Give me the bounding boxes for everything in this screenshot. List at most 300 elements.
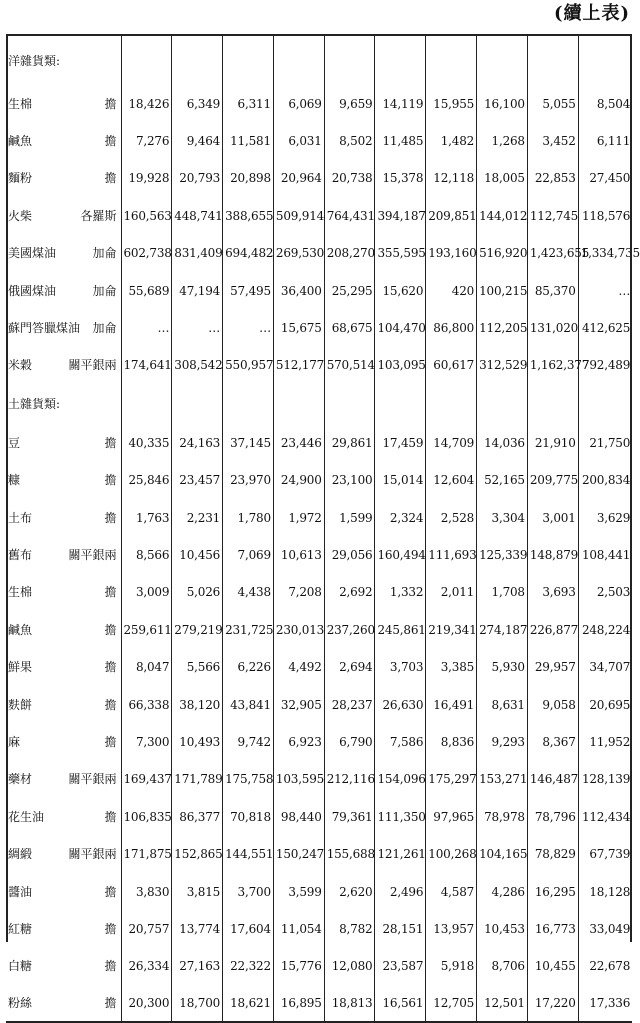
value-cell: 128,139	[578, 761, 632, 798]
commodity-name: 生棉	[8, 96, 33, 111]
value-cell: 3,703	[375, 648, 426, 685]
value-cell: 16,295	[527, 873, 578, 910]
value-cell: 12,705	[426, 985, 477, 1022]
value-cell: 15,378	[375, 160, 426, 197]
value-cell: 36,400	[273, 272, 324, 309]
value-cell: 312,529	[477, 347, 528, 384]
value-cell: 86,800	[426, 309, 477, 346]
value-cell: 32,905	[273, 686, 324, 723]
value-cell: 2,231	[172, 499, 223, 536]
value-cell: 512,177	[273, 347, 324, 384]
value-cell: …	[121, 309, 172, 346]
value-cell: 3,452	[527, 122, 578, 159]
value-cell: 231,725	[223, 611, 274, 648]
value-cell: 9,058	[527, 686, 578, 723]
unit-label: 擔	[104, 473, 117, 488]
commodity-name: 俄國煤油	[8, 283, 57, 298]
value-cell: 26,334	[121, 948, 172, 985]
value-cell: 169,437	[121, 761, 172, 798]
commodity-name: 藥材	[8, 772, 33, 787]
commodity-name: 鮮果	[8, 660, 33, 675]
value-cell: 22,322	[223, 948, 274, 985]
value-cell: 15,955	[426, 85, 477, 122]
value-cell: 3,001	[527, 499, 578, 536]
value-cell: 12,604	[426, 462, 477, 499]
commodity-cell	[6, 948, 121, 985]
value-cell: 154,096	[375, 761, 426, 798]
value-cell: 3,693	[527, 574, 578, 611]
empty-cell	[172, 35, 223, 85]
value-cell: 10,456	[172, 536, 223, 573]
value-cell: 55,689	[121, 272, 172, 309]
value-cell: 1,423,655	[527, 235, 578, 272]
value-cell: 20,793	[172, 160, 223, 197]
value-cell: 24,163	[172, 424, 223, 461]
table-row	[6, 160, 632, 197]
commodity-cell	[6, 462, 121, 499]
table-row	[6, 272, 632, 309]
value-cell: 269,530	[273, 235, 324, 272]
value-cell: 412,625	[578, 309, 632, 346]
value-cell: 16,773	[527, 910, 578, 947]
unit-label: 擔	[104, 510, 117, 525]
unit-label: 關平銀兩	[68, 847, 117, 862]
unit-label: 關平銀兩	[68, 772, 117, 787]
table-row	[6, 686, 632, 723]
commodity-name: 糠	[8, 473, 21, 488]
value-cell: 23,970	[223, 462, 274, 499]
value-cell: 6,031	[273, 122, 324, 159]
value-cell: 78,796	[527, 798, 578, 835]
value-cell: 1,780	[223, 499, 274, 536]
commodity-name: 綢緞	[8, 847, 33, 862]
value-cell: 8,047	[121, 648, 172, 685]
table-row	[6, 985, 632, 1022]
value-cell: 212,116	[324, 761, 375, 798]
commodity-name: 火柴	[8, 208, 33, 223]
value-cell: 16,895	[273, 985, 324, 1022]
value-cell: 8,502	[324, 122, 375, 159]
value-cell: 7,300	[121, 723, 172, 760]
value-cell: 12,080	[324, 948, 375, 985]
value-cell: 108,441	[578, 536, 632, 573]
value-cell: 68,675	[324, 309, 375, 346]
table-row	[6, 347, 632, 384]
section-header-row	[6, 384, 632, 424]
value-cell: 112,745	[527, 197, 578, 234]
value-cell: 150,247	[273, 835, 324, 872]
value-cell: 237,260	[324, 611, 375, 648]
value-cell: 15,776	[273, 948, 324, 985]
table-row	[6, 611, 632, 648]
commodity-name: 鹹魚	[8, 134, 33, 149]
commodity-cell	[6, 499, 121, 536]
value-cell: 4,587	[426, 873, 477, 910]
commodity-cell	[6, 910, 121, 947]
commodity-name: 土布	[8, 510, 33, 525]
value-cell: 78,829	[527, 835, 578, 872]
value-cell: 4,286	[477, 873, 528, 910]
value-cell: 22,853	[527, 160, 578, 197]
value-cell: 97,965	[426, 798, 477, 835]
value-cell: 3,304	[477, 499, 528, 536]
empty-cell	[273, 35, 324, 85]
value-cell: 2,692	[324, 574, 375, 611]
value-cell: 3,830	[121, 873, 172, 910]
value-cell: 14,119	[375, 85, 426, 122]
commodity-cell	[6, 309, 121, 346]
value-cell: 9,742	[223, 723, 274, 760]
commodity-cell	[6, 197, 121, 234]
value-cell: 14,036	[477, 424, 528, 461]
table-row	[6, 835, 632, 872]
value-cell: 9,293	[477, 723, 528, 760]
unit-label: 加侖	[92, 246, 117, 261]
empty-cell	[121, 35, 172, 85]
unit-label: 擔	[104, 622, 117, 637]
value-cell: 7,069	[223, 536, 274, 573]
value-cell: 16,491	[426, 686, 477, 723]
table-row	[6, 910, 632, 947]
value-cell: 29,957	[527, 648, 578, 685]
commodity-name: 紅糖	[8, 921, 33, 936]
value-cell: 1,482	[426, 122, 477, 159]
value-cell: …	[223, 309, 274, 346]
value-cell: 66,338	[121, 686, 172, 723]
value-cell: 20,898	[223, 160, 274, 197]
value-cell: 20,738	[324, 160, 375, 197]
value-cell: 18,813	[324, 985, 375, 1022]
value-cell: 2,528	[426, 499, 477, 536]
table-row	[6, 499, 632, 536]
table-row	[6, 873, 632, 910]
commodity-name: 豆	[8, 435, 21, 450]
value-cell: 8,504	[578, 85, 632, 122]
value-cell: 23,587	[375, 948, 426, 985]
empty-cell	[578, 35, 632, 85]
value-cell: 2,694	[324, 648, 375, 685]
value-cell: 24,900	[273, 462, 324, 499]
value-cell: 26,630	[375, 686, 426, 723]
value-cell: 8,566	[121, 536, 172, 573]
unit-label: 擔	[104, 959, 117, 974]
commodity-cell	[6, 798, 121, 835]
value-cell: 111,350	[375, 798, 426, 835]
value-cell: 7,586	[375, 723, 426, 760]
section-header-row	[6, 35, 632, 85]
unit-label: 關平銀兩	[68, 547, 117, 562]
value-cell: 144,551	[223, 835, 274, 872]
value-cell: 23,100	[324, 462, 375, 499]
value-cell: 509,914	[273, 197, 324, 234]
table-row	[6, 309, 632, 346]
value-cell: 420	[426, 272, 477, 309]
unit-label: 擔	[104, 435, 117, 450]
value-cell: 274,187	[477, 611, 528, 648]
value-cell: 11,485	[375, 122, 426, 159]
unit-label: 擔	[104, 660, 117, 675]
unit-label: 擔	[104, 134, 117, 149]
value-cell: 23,457	[172, 462, 223, 499]
unit-label: 擔	[104, 921, 117, 936]
value-cell: …	[578, 272, 632, 309]
value-cell: 230,013	[273, 611, 324, 648]
commodity-cell	[6, 723, 121, 760]
unit-label: 加侖	[92, 321, 117, 336]
value-cell: 245,861	[375, 611, 426, 648]
commodity-name: 粉絲	[8, 996, 33, 1011]
value-cell: 388,655	[223, 197, 274, 234]
value-cell: 3,700	[223, 873, 274, 910]
value-cell: 111,693	[426, 536, 477, 573]
value-cell: 10,613	[273, 536, 324, 573]
table-row	[6, 798, 632, 835]
value-cell: 8,631	[477, 686, 528, 723]
unit-label: 擔	[104, 96, 117, 111]
value-cell: 171,789	[172, 761, 223, 798]
section-title: 洋雜貨類:	[6, 35, 121, 85]
value-cell: 7,276	[121, 122, 172, 159]
value-cell: 1,162,377	[527, 347, 578, 384]
value-cell: 78,978	[477, 798, 528, 835]
value-cell: 516,920	[477, 235, 528, 272]
commodity-cell	[6, 235, 121, 272]
value-cell: 27,163	[172, 948, 223, 985]
unit-label: 擔	[104, 996, 117, 1011]
value-cell: 100,268	[426, 835, 477, 872]
unit-label: 擔	[104, 585, 117, 600]
value-cell: 6,111	[578, 122, 632, 159]
value-cell: 9,464	[172, 122, 223, 159]
value-cell: 29,861	[324, 424, 375, 461]
value-cell: 160,563	[121, 197, 172, 234]
value-cell: 11,952	[578, 723, 632, 760]
unit-label: 加侖	[92, 283, 117, 298]
table-row	[6, 424, 632, 461]
value-cell: 355,595	[375, 235, 426, 272]
value-cell: 1,332	[375, 574, 426, 611]
value-cell: 1,334,735	[578, 235, 632, 272]
value-cell: 259,611	[121, 611, 172, 648]
value-cell: 67,739	[578, 835, 632, 872]
commodity-cell	[6, 122, 121, 159]
value-cell: 3,009	[121, 574, 172, 611]
value-cell: 209,775	[527, 462, 578, 499]
empty-cell	[426, 384, 477, 424]
value-cell: 21,910	[527, 424, 578, 461]
unit-label: 擔	[104, 809, 117, 824]
empty-cell	[426, 35, 477, 85]
empty-cell	[223, 35, 274, 85]
value-cell: 148,879	[527, 536, 578, 573]
value-cell: 19,928	[121, 160, 172, 197]
value-cell: 1,972	[273, 499, 324, 536]
value-cell: 4,438	[223, 574, 274, 611]
value-cell: 602,738	[121, 235, 172, 272]
value-cell: 279,219	[172, 611, 223, 648]
commodity-cell	[6, 686, 121, 723]
value-cell: 28,151	[375, 910, 426, 947]
value-cell: 4,492	[273, 648, 324, 685]
table-row	[6, 197, 632, 234]
commodity-cell	[6, 424, 121, 461]
value-cell: 37,145	[223, 424, 274, 461]
value-cell: 47,194	[172, 272, 223, 309]
value-cell: 98,440	[273, 798, 324, 835]
table-row	[6, 85, 632, 122]
value-cell: 20,695	[578, 686, 632, 723]
value-cell: 25,295	[324, 272, 375, 309]
value-cell: 22,678	[578, 948, 632, 985]
value-cell: 6,349	[172, 85, 223, 122]
value-cell: 394,187	[375, 197, 426, 234]
unit-label: 擔	[104, 884, 117, 899]
value-cell: 155,688	[324, 835, 375, 872]
value-cell: 13,774	[172, 910, 223, 947]
value-cell: 219,341	[426, 611, 477, 648]
empty-cell	[324, 35, 375, 85]
value-cell: 21,750	[578, 424, 632, 461]
empty-cell	[375, 35, 426, 85]
value-cell: 29,056	[324, 536, 375, 573]
value-cell: 16,100	[477, 85, 528, 122]
value-cell: 17,459	[375, 424, 426, 461]
value-cell: 28,237	[324, 686, 375, 723]
value-cell: 8,367	[527, 723, 578, 760]
table-row	[6, 122, 632, 159]
unit-label: 擔	[104, 697, 117, 712]
value-cell: 1,708	[477, 574, 528, 611]
value-cell: 2,011	[426, 574, 477, 611]
value-cell: 764,431	[324, 197, 375, 234]
value-cell: 171,875	[121, 835, 172, 872]
value-cell: 60,617	[426, 347, 477, 384]
value-cell: 5,055	[527, 85, 578, 122]
value-cell: 52,165	[477, 462, 528, 499]
table-body	[6, 35, 640, 1022]
commodity-cell	[6, 985, 121, 1022]
value-cell: 6,069	[273, 85, 324, 122]
value-cell: 5,026	[172, 574, 223, 611]
commodity-name: 生棉	[8, 585, 33, 600]
value-cell: 174,641	[121, 347, 172, 384]
value-cell: 792,489	[578, 347, 632, 384]
value-cell: 5,930	[477, 648, 528, 685]
value-cell: 15,014	[375, 462, 426, 499]
value-cell: 20,300	[121, 985, 172, 1022]
value-cell: 9,659	[324, 85, 375, 122]
value-cell: 448,741	[172, 197, 223, 234]
value-cell: 121,261	[375, 835, 426, 872]
commodity-cell	[6, 835, 121, 872]
commodity-cell	[6, 611, 121, 648]
continued-from-previous-label: (續上表)	[553, 3, 630, 24]
value-cell: 2,324	[375, 499, 426, 536]
value-cell: 8,836	[426, 723, 477, 760]
value-cell: 17,220	[527, 985, 578, 1022]
value-cell: 25,846	[121, 462, 172, 499]
value-cell: 100,215	[477, 272, 528, 309]
value-cell: 18,621	[223, 985, 274, 1022]
value-cell: 33,049	[578, 910, 632, 947]
value-cell: 694,482	[223, 235, 274, 272]
value-cell: 14,709	[426, 424, 477, 461]
value-cell: 8,782	[324, 910, 375, 947]
commodity-name: 花生油	[8, 809, 45, 824]
trade-statistics-table	[6, 34, 640, 1023]
empty-cell	[172, 384, 223, 424]
value-cell: 17,604	[223, 910, 274, 947]
value-cell: 20,964	[273, 160, 324, 197]
commodity-cell	[6, 160, 121, 197]
value-cell: 10,453	[477, 910, 528, 947]
unit-label: 擔	[104, 171, 117, 186]
empty-cell	[273, 384, 324, 424]
value-cell: …	[172, 309, 223, 346]
table-row	[6, 948, 632, 985]
value-cell: 131,020	[527, 309, 578, 346]
value-cell: 79,361	[324, 798, 375, 835]
value-cell: 8,706	[477, 948, 528, 985]
commodity-cell	[6, 648, 121, 685]
value-cell: 2,503	[578, 574, 632, 611]
value-cell: 308,542	[172, 347, 223, 384]
value-cell: 103,095	[375, 347, 426, 384]
commodity-name: 鹹魚	[8, 622, 33, 637]
commodity-name: 舊布	[8, 547, 33, 562]
value-cell: 12,118	[426, 160, 477, 197]
commodity-name: 白糖	[8, 959, 33, 974]
value-cell: 70,818	[223, 798, 274, 835]
value-cell: 118,576	[578, 197, 632, 234]
value-cell: 152,865	[172, 835, 223, 872]
commodity-name: 麵粉	[8, 171, 33, 186]
empty-cell	[477, 384, 528, 424]
value-cell: 831,409	[172, 235, 223, 272]
value-cell: 153,271	[477, 761, 528, 798]
value-cell: 3,815	[172, 873, 223, 910]
value-cell: 13,957	[426, 910, 477, 947]
table-row	[6, 574, 632, 611]
value-cell: 175,758	[223, 761, 274, 798]
table-row	[6, 462, 632, 499]
table-row	[6, 723, 632, 760]
value-cell: 570,514	[324, 347, 375, 384]
value-cell: 7,208	[273, 574, 324, 611]
value-cell: 2,620	[324, 873, 375, 910]
commodity-name: 蘇門答臘煤油	[8, 321, 81, 336]
value-cell: 6,311	[223, 85, 274, 122]
commodity-name: 麻	[8, 734, 21, 749]
value-cell: 23,446	[273, 424, 324, 461]
value-cell: 5,566	[172, 648, 223, 685]
value-cell: 86,377	[172, 798, 223, 835]
value-cell: 12,501	[477, 985, 528, 1022]
table-row	[6, 235, 632, 272]
value-cell: 226,877	[527, 611, 578, 648]
commodity-cell	[6, 272, 121, 309]
value-cell: 175,297	[426, 761, 477, 798]
value-cell: 11,581	[223, 122, 274, 159]
value-cell: 125,339	[477, 536, 528, 573]
commodity-name: 美國煤油	[8, 246, 57, 261]
value-cell: 3,599	[273, 873, 324, 910]
value-cell: 103,595	[273, 761, 324, 798]
value-cell: 40,335	[121, 424, 172, 461]
value-cell: 57,495	[223, 272, 274, 309]
value-cell: 15,675	[273, 309, 324, 346]
value-cell: 18,426	[121, 85, 172, 122]
